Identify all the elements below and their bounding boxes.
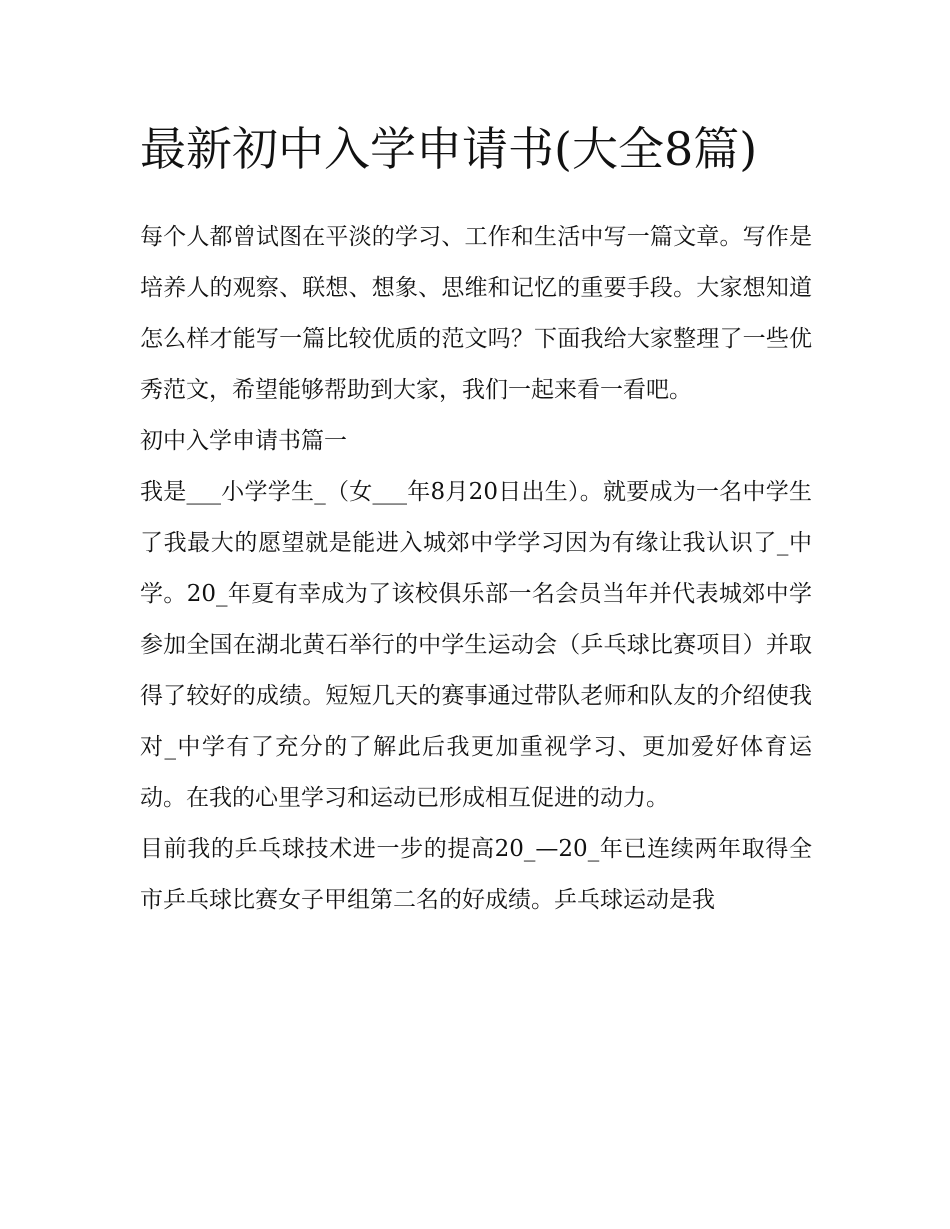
document-page <box>140 112 812 926</box>
intro-paragraph: 每个人都曾试图在平淡的学习、工作和生活中写一篇文章。写作是培养人的观察、联想、想象、思维和记忆的重要手段。大家想知道怎么样才能写一篇比较优质的范文吗？下面我给大家整理了一些优秀范文，希望能够帮助到大家，我们一起来看一看吧。 <box>140 224 812 403</box>
body-paragraph-2: 目前我的乒乓球技术进一步的提高20_—20_年已连续两年取得全市乒乓球比赛女子甲组第二名的好成绩。乒乓球运动是我 <box>140 836 812 913</box>
page-title: 最新初中入学申请书(大全8篇) <box>140 122 758 176</box>
section-heading: 初中入学申请书篇一 <box>140 428 347 454</box>
body-paragraph-1: 我是___小学学生_（女___年8月20日出生）。就要成为一名中学生了我最大的愿望就是能进入城郊中学学习因为有缘让我认识了_中学。20_年夏有幸成为了该校俱乐部一名会员当年并代表城郊中学参加全国在湖北黄石举行的中学生运动会（乒乓球比赛项目）并取得了较好的成绩。短短几天的赛事通过带队老师和队友的介绍使我对_中学有了充分的了解此后我更加重视学习、更加爱好体育运动。在我的心里学习和运动已形成相互促进的动力。 <box>140 479 812 811</box>
